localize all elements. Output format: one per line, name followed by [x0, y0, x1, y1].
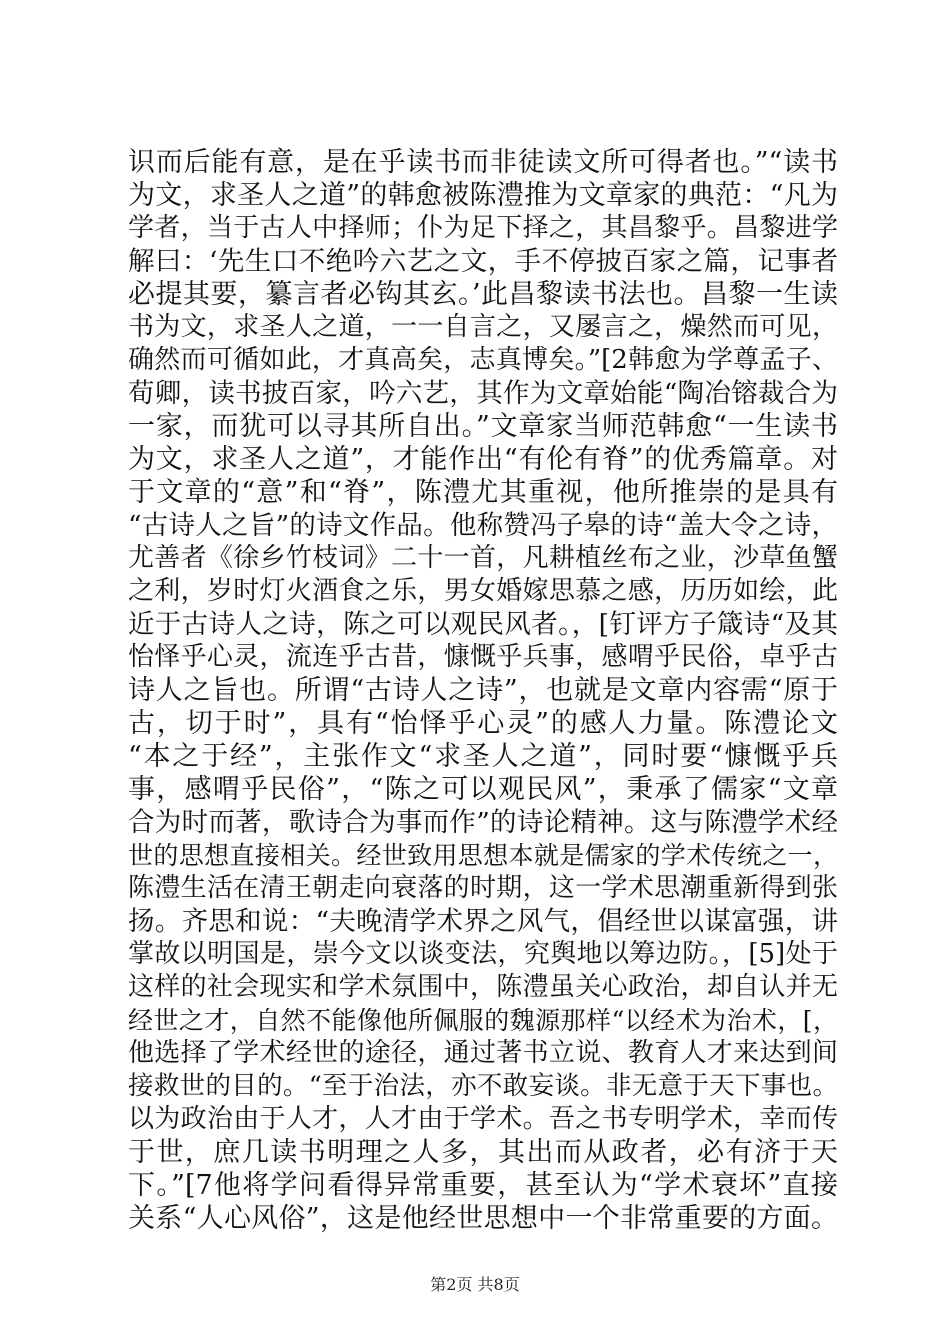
text-line: 怡怿乎心灵，流连乎古昔，慷慨乎兵事，感喟乎民俗，卓乎古	[128, 642, 838, 672]
text-line: 于世，庶几读书明理之人多，其出而从政者，必有济于天	[128, 1137, 838, 1168]
text-line: 古，切于时”，具有“怡怿乎心灵”的感人力量。陈澧论文	[128, 708, 838, 739]
text-line: 关系“人心风俗”，这是他经世思想中一个非常重要的方面。	[128, 1203, 838, 1234]
text-line: 事，感喟乎民俗”，“陈之可以观民风”，秉承了儒家“文章	[128, 774, 838, 805]
text-line: 荀卿，读书披百家，吟六艺，其作为文章始能“陶冶镕裁合为	[128, 378, 838, 409]
text-line: 为文，求圣人之道”的韩愈被陈澧推为文章家的典范：“凡为	[128, 180, 838, 211]
text-line: 经世之才，自然不能像他所佩服的魏源那样“以经术为治术，[，	[128, 1006, 838, 1035]
text-line: 之利，岁时灯火酒食之乐，男女婚嫁思慕之感，历历如绘，此	[128, 576, 838, 606]
text-line: 书为文，求圣人之道，一一自言之，又屡言之，燥然而可见，	[128, 312, 838, 342]
body-text	[128, 146, 838, 1235]
text-line: 合为时而著，歌诗合为事而作”的诗论精神。这与陈澧学术经	[128, 807, 838, 838]
text-line: 扬。齐思和说：“夫晚清学术界之风气，倡经世以谋富强，讲	[128, 906, 838, 937]
text-line: 必提其要，纂言者必钩其玄。’此昌黎读书法也。昌黎一生读	[128, 279, 838, 310]
text-line: 于文章的“意”和“脊”，陈澧尤其重视，他所推崇的是具有	[128, 477, 838, 508]
text-line: 以为政治由于人才，人才由于学术。吾之书专明学术，幸而传	[128, 1104, 838, 1134]
text-line: 确然而可循如此，才真高矣，志真博矣。”[2韩愈为学尊孟子、	[128, 345, 838, 375]
text-line: 解曰：‘先生口不绝吟六艺之文，手不停披百家之篇，记事者	[128, 246, 838, 277]
text-line: 接救世的目的。“至于治法，亦不敢妄谈。非无意于天下事也。	[128, 1071, 838, 1101]
text-line: “古诗人之旨”的诗文作品。他称赞冯子皋的诗“盖大令之诗，	[128, 510, 838, 541]
page-footer: 第2页 共8页	[430, 1275, 520, 1294]
text-line: 为文，求圣人之道”，才能作出“有伦有脊”的优秀篇章。对	[128, 444, 838, 475]
text-line: 识而后能有意，是在乎读书而非徒读文所可得者也。”“读书	[128, 147, 838, 178]
text-line: 学者，当于古人中择师；仆为足下择之，其昌黎乎。昌黎进学	[128, 213, 838, 243]
text-line: 下。”[7他将学问看得异常重要，甚至认为“学术衰坏”直接	[128, 1170, 838, 1201]
text-line: 这样的社会现实和学术氛围中，陈澧虽关心政治，却自认并无	[128, 972, 838, 1002]
text-line: 一家，而犹可以寻其所自出。”文章家当师范韩愈“一生读书	[128, 411, 838, 442]
text-line: 掌故以明国是，崇今文以谈变法，究舆地以筹边防。，[5]处于	[128, 939, 838, 969]
text-line: 诗人之旨也。所谓“古诗人之诗”，也就是文章内容需“原于	[128, 675, 838, 706]
text-line: 世的思想直接相关。经世致用思想本就是儒家的学术传统之一，	[128, 841, 838, 870]
text-line: 他选择了学术经世的途径，通过著书立说、教育人才来达到间	[128, 1038, 838, 1068]
text-line: 尤善者《徐乡竹枝词》二十一首，凡耕植丝布之业，沙草鱼蟹	[128, 543, 838, 573]
text-line: 近于古诗人之诗，陈之可以观民风者。，[钉评方子箴诗“及其	[128, 609, 838, 640]
text-line: 陈澧生活在清王朝走向衰落的时期，这一学术思潮重新得到张	[128, 873, 838, 903]
text-line: “本之于经”，主张作文“求圣人之道”，同时要“慷慨乎兵	[128, 741, 838, 772]
